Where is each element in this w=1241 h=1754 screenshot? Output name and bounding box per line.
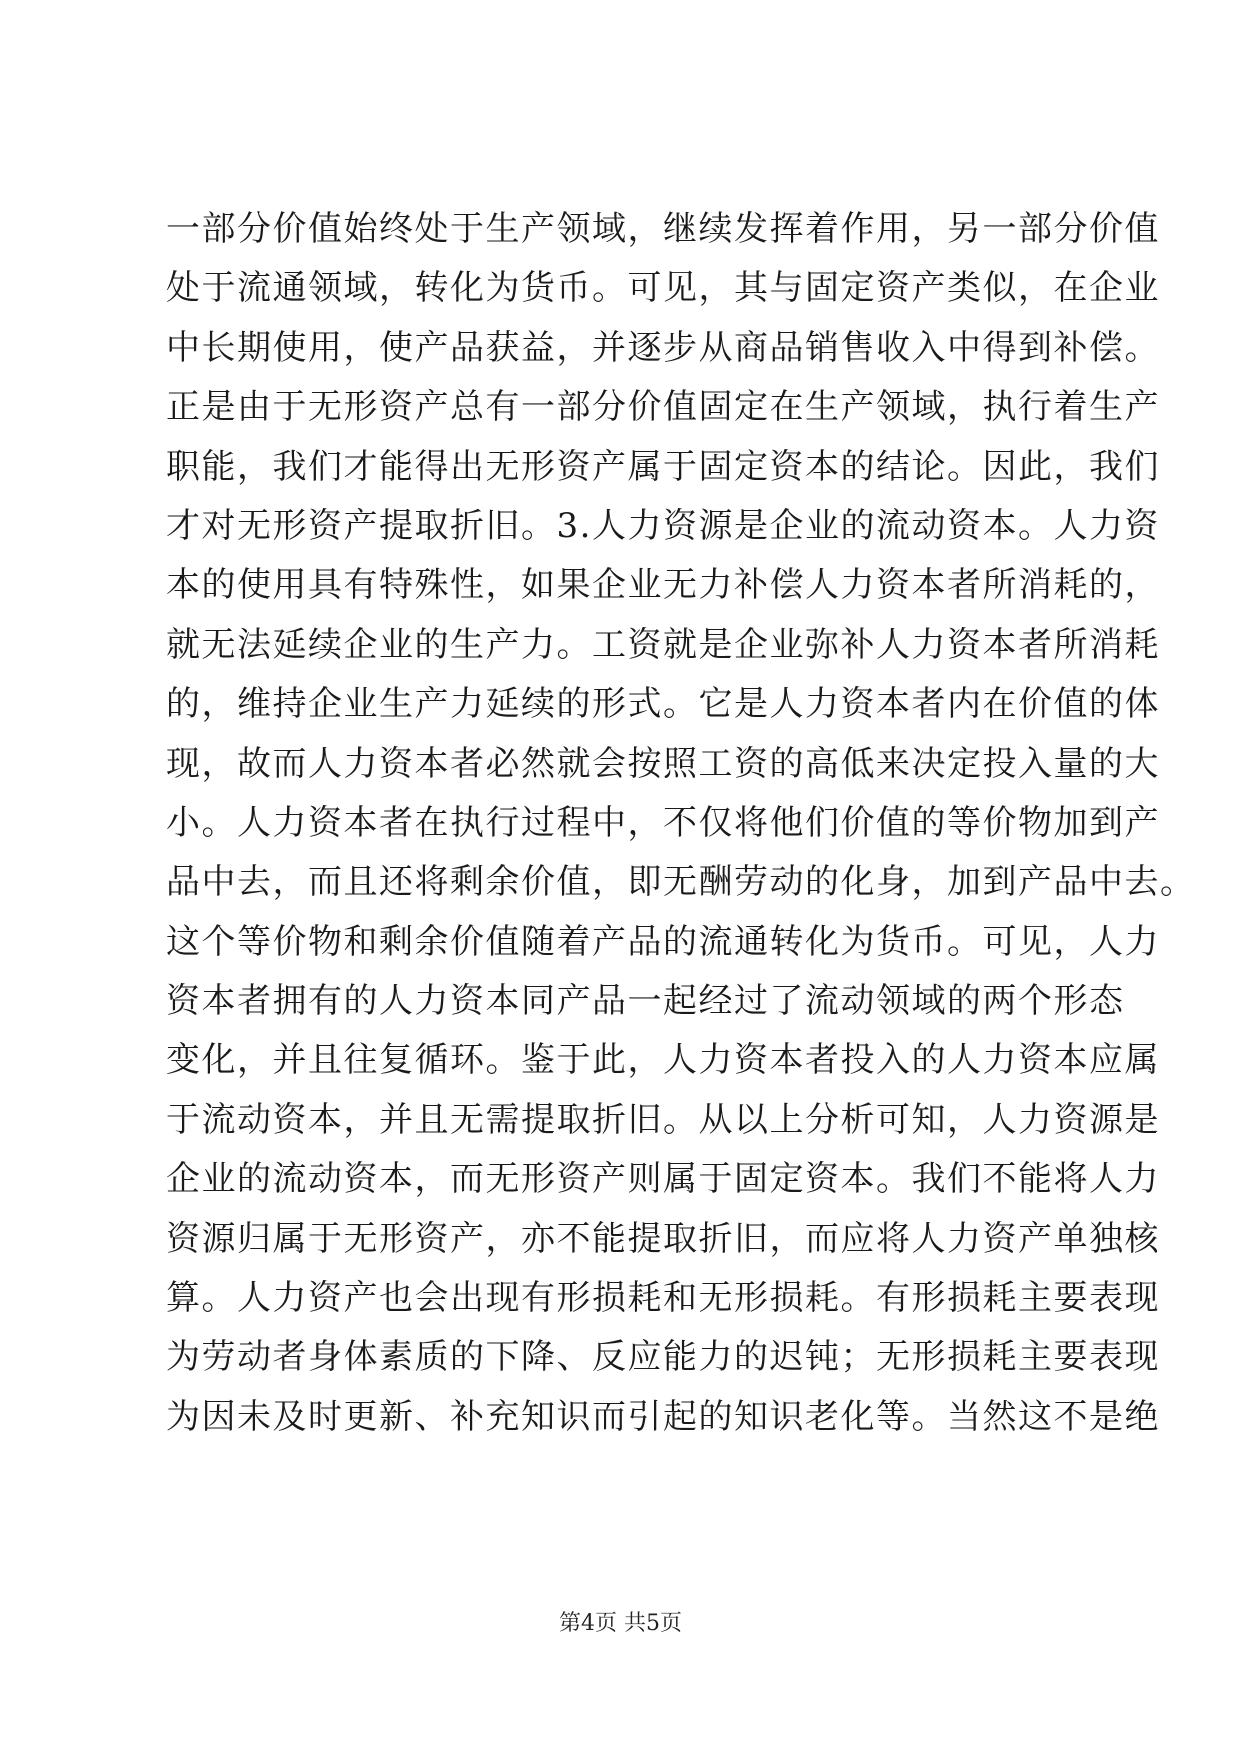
text-line: 为劳动者身体素质的下降、反应能力的迟钝；无形损耗主要表现 xyxy=(166,1337,1160,1378)
text-line: 才对无形资产提取折旧。3.人力资源是企业的流动资本。人力资 xyxy=(166,505,1160,546)
text-line: 为因未及时更新、补充知识而引起的知识老化等。当然这不是绝 xyxy=(166,1396,1160,1437)
text-line: 正是由于无形资产总有一部分价值固定在生产领域，执行着生产 xyxy=(166,387,1160,428)
text-line: 职能，我们才能得出无形资产属于固定资本的结论。因此，我们 xyxy=(166,446,1160,487)
text-line: 变化，并且往复循环。鉴于此，人力资本者投入的人力资本应属 xyxy=(166,1040,1160,1081)
text-line: 于流动资本，并且无需提取折旧。从以上分析可知，人力资源是 xyxy=(166,1099,1160,1140)
page-number-label: 第4页 共5页 xyxy=(559,1611,682,1636)
body-text xyxy=(166,200,1196,1447)
text-line: 的，维持企业生产力延续的形式。它是人力资本者内在价值的体 xyxy=(166,684,1160,725)
text-line: 就无法延续企业的生产力。工资就是企业弥补人力资本者所消耗 xyxy=(166,624,1160,665)
text-line: 一部分价值始终处于生产领域，继续发挥着作用，另一部分价值 xyxy=(166,209,1160,249)
text-line: 中长期使用，使产品获益，并逐步从商品销售收入中得到补偿。 xyxy=(166,327,1160,368)
text-line: 品中去，而且还将剩余价值，即无酬劳动的化身，加到产品中去。 xyxy=(166,862,1196,903)
text-line: 本的使用具有特殊性，如果企业无力补偿人力资本者所消耗的， xyxy=(166,565,1160,606)
text-line: 小。人力资本者在执行过程中，不仅将他们价值的等价物加到产 xyxy=(166,802,1160,843)
page-footer xyxy=(0,1609,1241,1639)
text-line: 资本者拥有的人力资本同产品一起经过了流动领域的两个形态 xyxy=(166,981,1125,1022)
text-line: 资源归属于无形资产，亦不能提取折旧，而应将人力资产单独核 xyxy=(166,1218,1160,1259)
text-line: 企业的流动资本，而无形资产则属于固定资本。我们不能将人力 xyxy=(166,1159,1160,1200)
text-line: 这个等价物和剩余价值随着产品的流通转化为货币。可见，人力 xyxy=(166,921,1160,962)
text-line: 现，故而人力资本者必然就会按照工资的高低来决定投入量的大 xyxy=(166,743,1160,784)
text-line: 算。人力资产也会出现有形损耗和无形损耗。有形损耗主要表现 xyxy=(166,1278,1160,1319)
text-line: 处于流通领域，转化为货币。可见，其与固定资产类似，在企业 xyxy=(166,268,1160,309)
